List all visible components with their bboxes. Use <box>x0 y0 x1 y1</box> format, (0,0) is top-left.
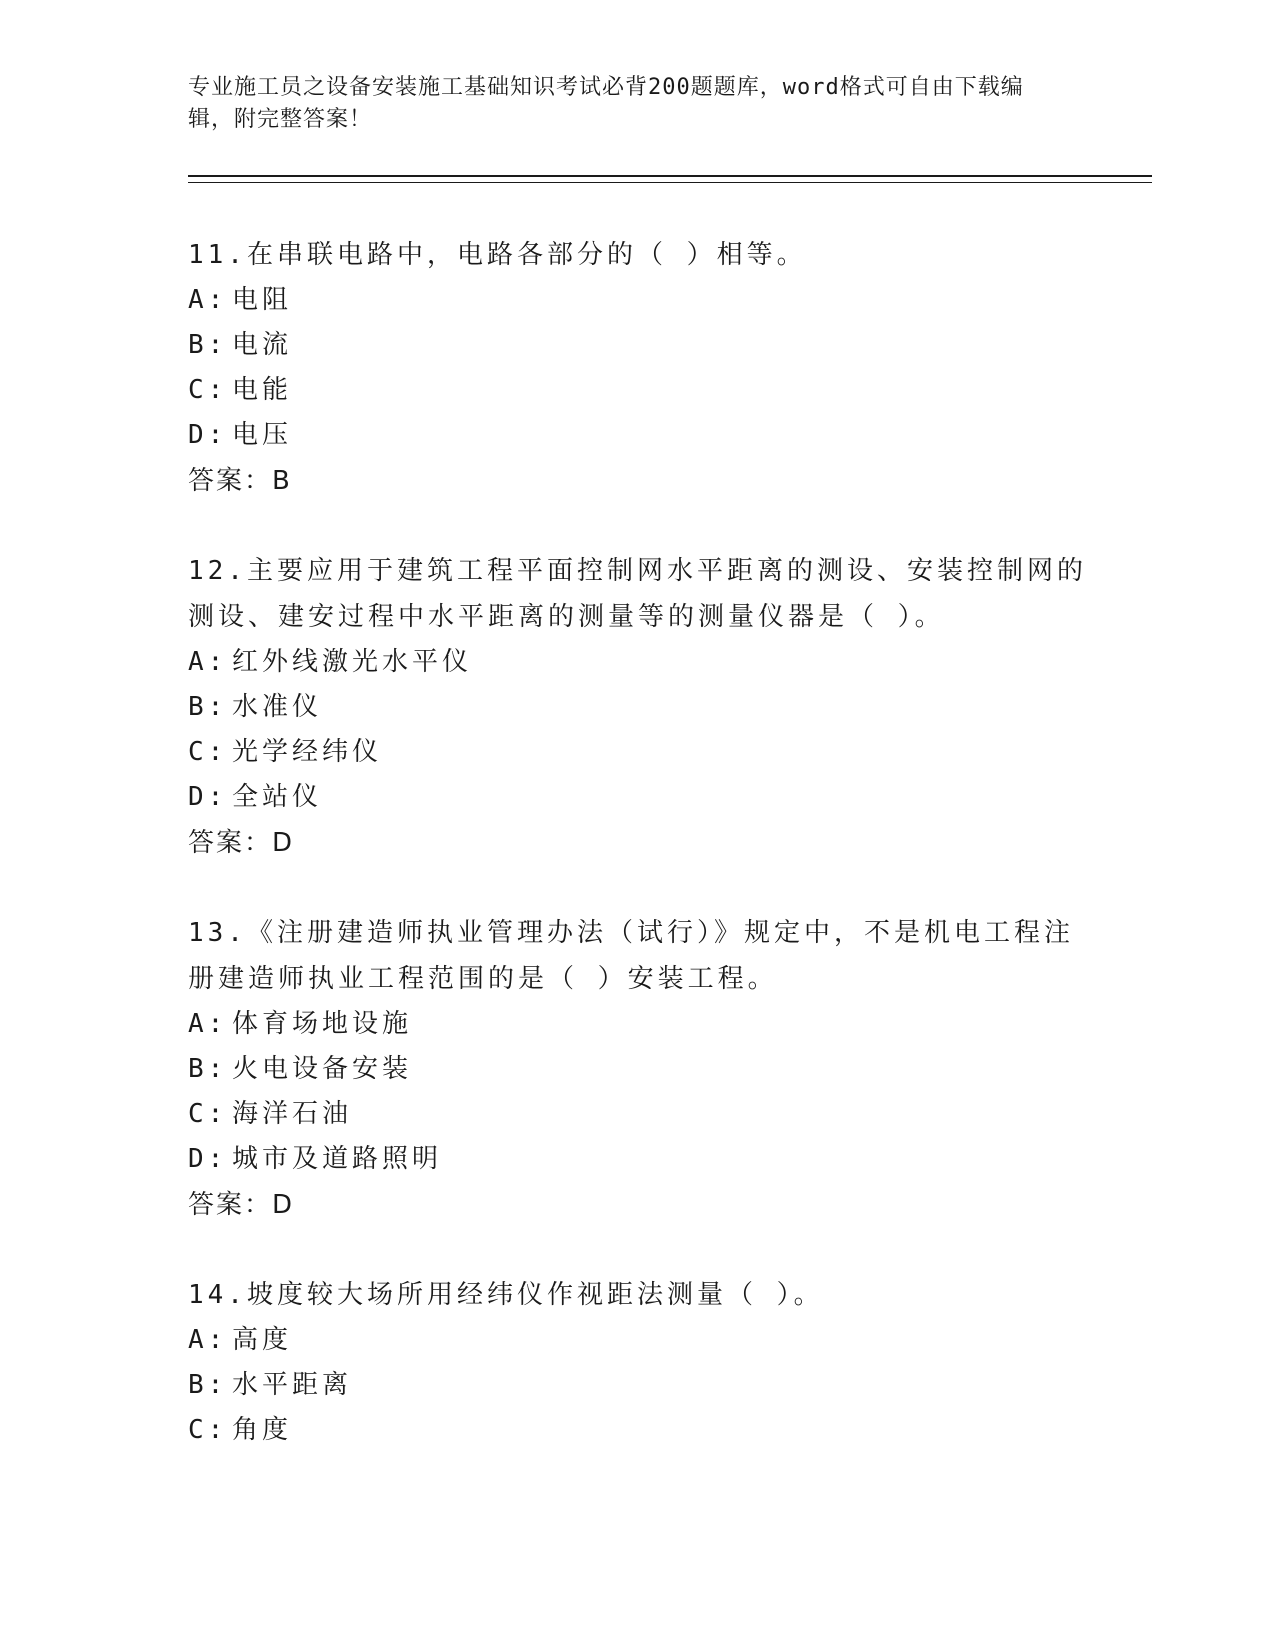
question-text: 13.《注册建造师执业管理办法（试行）》规定中，不是机电工程注册建造师执业工程范围的是（ ）安装工程。 <box>188 918 1074 994</box>
option-text: 水准仪 <box>232 692 323 722</box>
option-key: A: <box>188 1325 228 1355</box>
question-13 <box>188 910 1148 1228</box>
option-text: 红外线激光水平仪 <box>232 647 473 677</box>
document-intro: 专业施工员之设备安装施工基础知识考试必背200题题库，word格式可自由下载编辑，附完整答案！ <box>188 75 1024 132</box>
option-text: 角度 <box>232 1415 293 1445</box>
option-key: B: <box>188 330 228 360</box>
option-a <box>188 1002 1148 1047</box>
option-text: 光学经纬仪 <box>232 737 383 767</box>
option-key: D: <box>188 782 228 812</box>
option-c <box>188 1092 1148 1137</box>
option-d <box>188 413 1148 458</box>
option-text: 高度 <box>232 1325 293 1355</box>
option-a <box>188 278 1148 323</box>
question-11 <box>188 232 1148 504</box>
question-14 <box>188 1272 1148 1453</box>
option-key: C: <box>188 1415 228 1445</box>
option-text: 电流 <box>232 330 293 360</box>
option-text: 电能 <box>232 375 293 405</box>
header-divider <box>188 175 1152 183</box>
option-key: B: <box>188 1370 228 1400</box>
option-b <box>188 1047 1148 1092</box>
answer-line: 答案：B <box>188 466 292 496</box>
option-key: B: <box>188 692 228 722</box>
option-text: 火电设备安装 <box>232 1054 413 1084</box>
question-text: 12.主要应用于建筑工程平面控制网水平距离的测设、安装控制网的测设、建安过程中水平距离的测量等的测量仪器是（ ）。 <box>188 556 1087 632</box>
option-key: C: <box>188 375 228 405</box>
option-d <box>188 1137 1148 1182</box>
question-text: 11.在串联电路中，电路各部分的（ ）相等。 <box>188 240 807 270</box>
option-text: 电压 <box>232 420 293 450</box>
question-list <box>188 232 1148 1497</box>
answer-line: 答案：D <box>188 1190 295 1220</box>
option-text: 海洋石油 <box>232 1099 353 1129</box>
option-key: C: <box>188 737 228 767</box>
question-text: 14.坡度较大场所用经纬仪作视距法测量（ ）。 <box>188 1280 824 1310</box>
option-text: 全站仪 <box>232 782 323 812</box>
option-key: C: <box>188 1099 228 1129</box>
option-b <box>188 323 1148 368</box>
option-c <box>188 730 1148 775</box>
option-key: A: <box>188 285 228 315</box>
option-b <box>188 1363 1148 1408</box>
option-key: D: <box>188 1144 228 1174</box>
question-12 <box>188 548 1148 866</box>
option-text: 体育场地设施 <box>232 1009 413 1039</box>
answer-line: 答案：D <box>188 828 295 858</box>
option-key: A: <box>188 1009 228 1039</box>
option-d <box>188 775 1148 820</box>
option-key: A: <box>188 647 228 677</box>
option-key: D: <box>188 420 228 450</box>
option-text: 电阻 <box>232 285 293 315</box>
option-b <box>188 685 1148 730</box>
option-c <box>188 368 1148 413</box>
option-a <box>188 640 1148 685</box>
option-key: B: <box>188 1054 228 1084</box>
option-c <box>188 1408 1148 1453</box>
option-text: 水平距离 <box>232 1370 353 1400</box>
option-text: 城市及道路照明 <box>232 1144 443 1174</box>
document-page <box>188 72 1148 1445</box>
option-a <box>188 1318 1148 1363</box>
